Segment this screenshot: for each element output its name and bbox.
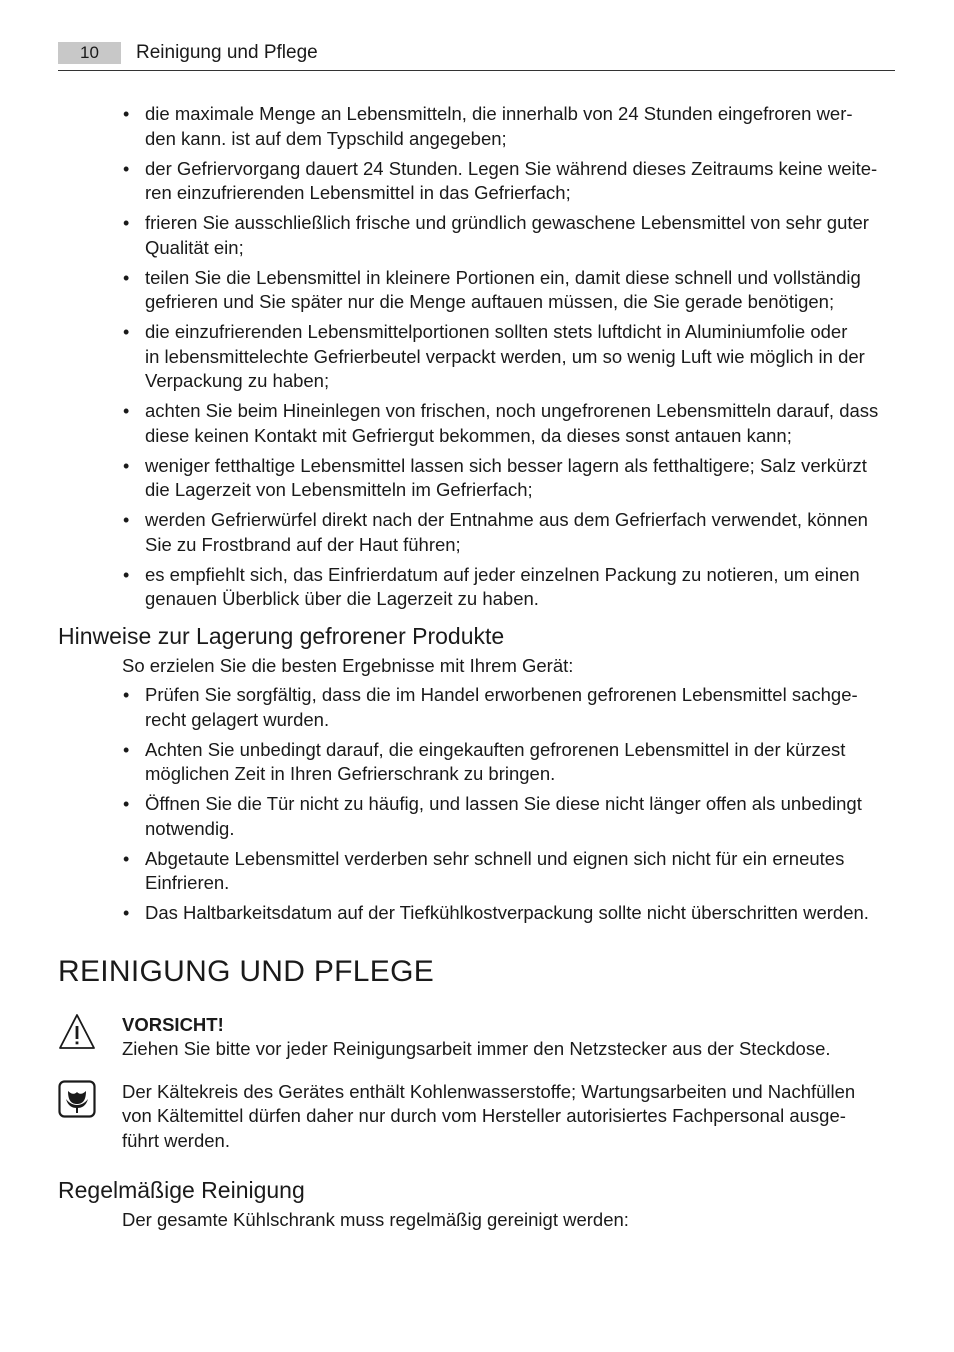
list-item <box>58 399 895 448</box>
environment-note <box>58 1080 895 1154</box>
bullet-icon: • <box>123 848 130 869</box>
list-item <box>58 683 895 732</box>
caution-text: Ziehen Sie bitte vor jeder Reinigungsarbeit immer den Netzstecker aus der Steckdose. <box>122 1038 831 1059</box>
warning-triangle-icon <box>58 1013 96 1051</box>
caution-title: VORSICHT! <box>122 1013 224 1035</box>
list-item-text: Prüfen Sie sorgfältig, dass die im Handel erworbenen gefrorenen Lebensmittel sachge- recht gelagert wurden. <box>145 684 858 730</box>
list-item-text: die einzufrierenden Lebensmittelportionen sollten stets luftdicht in Aluminiumfolie oder in lebensmittelechte Gefrierbeutel verpackt werden, um so wenig Luft wie möglich in der Verpackung zu haben; <box>145 321 865 391</box>
page-header <box>58 40 895 72</box>
bullet-icon: • <box>123 401 130 421</box>
list-item-text: achten Sie beim Hineinlegen von frischen, noch ungefrorenen Lebensmitteln darauf, dass diese keinen Kontakt mit Gefriergut bekommen, da dieses sonst antauen kann; <box>145 400 879 446</box>
list-item-text: Das Haltbarkeitsdatum auf der Tiefkühlkostverpackung sollte nicht überschritten werden. <box>145 902 869 923</box>
list-item-text: Achten Sie unbedingt darauf, die eingekauften gefrorenen Lebensmittel in der kürzest möglichen Zeit in Ihren Gefrierschrank zu bringen. <box>145 738 846 784</box>
list-item <box>58 738 895 787</box>
list-item <box>58 454 895 503</box>
list-item-text: Abgetaute Lebensmittel verderben sehr schnell und eignen sich nicht für ein erneutes Einfrieren. <box>145 847 845 893</box>
list-item <box>58 266 895 315</box>
bullet-icon: • <box>123 794 130 814</box>
list-item-text: weniger fetthaltige Lebensmittel lassen sich besser lagern als fetthaltigere; Salz verkürzt die Lagerzeit von Lebensmitteln im Gefrierfach; <box>145 454 867 500</box>
list-item <box>58 847 895 896</box>
environment-flower-icon <box>58 1080 96 1118</box>
list-item-text: teilen Sie die Lebensmittel in kleinere Portionen ein, damit diese schnell und vollständig gefrieren und Sie später nur die Menge auftauen müssen, die Sie gerade benötigen; <box>145 266 861 312</box>
bullet-icon: • <box>123 158 130 179</box>
page-number: 10 <box>58 42 121 64</box>
list-item <box>58 508 895 557</box>
list-item <box>58 157 895 206</box>
list-item-text: frieren Sie ausschließlich frische und gründlich gewaschene Lebensmittel von sehr guter Qualität ein; <box>145 212 869 258</box>
section-title: REINIGUNG UND PFLEGE <box>58 954 435 988</box>
regular-cleaning-intro: Der gesamte Kühlschrank muss regelmäßig gereinigt werden: <box>122 1209 629 1230</box>
caution-note <box>58 1013 895 1062</box>
bullet-icon: • <box>123 685 130 705</box>
regular-cleaning-heading: Regelmäßige Reinigung <box>58 1177 305 1203</box>
bullet-icon: • <box>123 739 130 760</box>
list-item-text: es empfiehlt sich, das Einfrierdatum auf jeder einzelnen Packung zu notieren, um einen genauen Überblick über die Lagerzeit zu haben. <box>145 563 860 609</box>
bullet-icon: • <box>123 213 130 233</box>
list-item-text: Öffnen Sie die Tür nicht zu häufig, und lassen Sie diese nicht länger offen als unbedingt notwendig. <box>145 793 862 839</box>
bullet-icon: • <box>123 455 130 476</box>
storage-intro: So erzielen Sie die besten Ergebnisse mit Ihrem Gerät: <box>122 654 574 676</box>
list-item <box>58 320 895 394</box>
bullet-icon: • <box>123 104 130 124</box>
list-item <box>58 211 895 260</box>
list-item-text: die maximale Menge an Lebensmitteln, die innerhalb von 24 Stunden eingefroren wer- den kann. ist auf dem Typschild angegeben; <box>145 103 853 149</box>
list-item-text: der Gefriervorgang dauert 24 Stunden. Legen Sie während dieses Zeitraums keine weite- ren einzufrierenden Lebensmittel in das Gefrierfach; <box>145 157 878 203</box>
list-item <box>58 563 895 612</box>
list-item <box>58 102 895 151</box>
freezing-tips-list <box>58 102 895 612</box>
bullet-icon: • <box>123 903 130 923</box>
page-content <box>58 102 895 1238</box>
bullet-icon: • <box>123 322 130 342</box>
running-title: Reinigung und Pflege <box>136 42 318 63</box>
list-item <box>58 901 895 926</box>
list-item-text: werden Gefrierwürfel direkt nach der Entnahme aus dem Gefrierfach verwendet, können Sie zu Frostbrand auf der Haut führen; <box>145 509 868 555</box>
header-divider <box>58 70 895 71</box>
bullet-icon: • <box>123 510 130 530</box>
bullet-icon: • <box>123 564 130 585</box>
list-item <box>58 792 895 841</box>
bullet-icon: • <box>123 267 130 288</box>
storage-heading: Hinweise zur Lagerung gefrorener Produkte <box>58 622 505 649</box>
environment-text: Der Kältekreis des Gerätes enthält Kohlenwasserstoffe; Wartungsarbeiten und Nachfüllen von Kältemittel dürfen daher nur durch vom Hersteller autorisiertes Fachpersonal ausge- führt werden. <box>122 1080 856 1151</box>
storage-list <box>58 683 895 926</box>
